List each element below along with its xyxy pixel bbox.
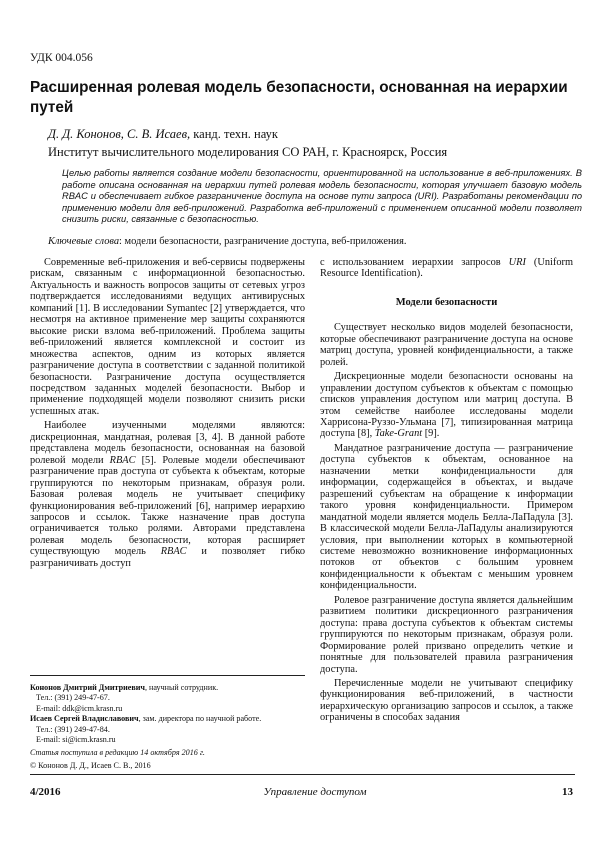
authors-line <box>48 125 278 143</box>
page-number: 13 <box>562 786 573 798</box>
institution: Институт вычислительного моделирования СО РАН, г. Красноярск, Россия <box>48 145 448 159</box>
footer-divider <box>30 774 575 775</box>
term-rbac: RBAC <box>109 454 136 466</box>
paragraph-continued <box>320 257 573 280</box>
copyright: © Кононов Д. Д., Исаев С. В., 2016 <box>30 760 151 770</box>
author1-phone: Тел.: (391) 249-47-67. <box>36 693 110 703</box>
paragraph <box>30 420 305 569</box>
author2-name: Исаев Сергей Владиславович <box>30 714 139 724</box>
paragraph <box>320 371 573 440</box>
paragraph: Существует несколько видов моделей безопасности, которые обеспечивают разграничение доступа на основе матриц доступа, уровней конфиденциальности, а также ролей. <box>320 322 573 368</box>
paragraph: Ролевое разграничение доступа является дальнейшим развитием политики дискреционного разграничения доступа: права доступа субъектов к объектам системы группируются по некоторым признакам, образуя роли. Формирование ролей призвано определить четкие и понятные для пользователей правила разграничения доступа. <box>320 594 573 675</box>
text-run: (Uniform Resource Identification). <box>320 257 574 280</box>
paragraph: Перечисленные модели не учитывают специфику функционирования веб-приложений, в частности иерархическую организацию запросов и ссылок, а также ограничены в способах задания <box>320 677 573 724</box>
text-run: с использованием иерархии запросов <box>320 257 509 268</box>
received-date: Статья поступила в редакцию 14 октября 2016 г. <box>30 748 205 758</box>
text-run: [5]. Ролевые модели обеспечивают разграничение прав доступа от субъекта к объектам, которые группируются по некоторым признакам, образуя роли. Базовая ролевая модель не учитывает специфику функционирования веб-приложений [6], например иерархию запросов и ссылок. Также назначение прав доступа ограничивается только ролями. Авторами представлена ролевая модель безопасности, которая расширяет существующую модель <box>30 454 305 558</box>
author2-role: , зам. директора по научной работе. <box>138 714 262 724</box>
author-names: Д. Д. Кононов, С. В. Исаев, <box>48 127 191 141</box>
keywords-label: Ключевые слова <box>48 236 120 247</box>
author-footnote <box>30 683 275 771</box>
article-title: Расширенная ролевая модель безопасности, основанная на иерархии путей <box>30 79 568 116</box>
author1-email[interactable]: E-mail: ddk@icm.krasn.ru <box>36 703 123 713</box>
text-run: Дискреционные модели безопасности основаны на управлении доступом субъектов к объектам с помощью списков управления доступом или матриц доступа. В этом семействе наиболее исследованы модели Харрисона-Руззо-Ульмана [7], типизированная матрица доступа [8], <box>320 371 573 440</box>
author2-line <box>30 714 275 724</box>
author1-role: , научный сотрудник. <box>144 683 219 692</box>
footnote-divider <box>30 675 305 676</box>
udc-code: УДК 004.056 <box>30 52 93 64</box>
author1-line <box>30 683 275 693</box>
section-heading: Модели безопасности <box>395 296 498 308</box>
journal-section: Управление доступом <box>263 786 367 798</box>
author1-name: Кононов Дмитрий Дмитриевич <box>30 683 145 692</box>
keywords <box>48 236 406 247</box>
paragraph: Мандатное разграничение доступа — разграничение доступа субъектов к объектам, основанное на назначении метки конфиденциальности для информации, содержащейся в объектах, и выдаче разрешений субъектам на обращение к информации такого уровня конфиденциальности. Примером мандатной модели является модель Белла-ЛаПадула [3]. В классической модели Белла-ЛаПадулы анализируются условия, при выполнении которых в компьютерной системе невозможно возникновение информационных потоков от объектов с большим уровнем конфиденциальности к объектам с меньшим уровнем конфиденциальности. <box>320 442 573 592</box>
text-run: и позволяет гибко разграничивать доступ <box>30 546 305 569</box>
issue-number: 4/2016 <box>30 786 61 798</box>
abstract: Целью работы является создание модели безопасности, ориентированной на использование в веб-приложениях. В работе описана основанная на иерархии путей ролевая модель безопасности, которая улучшает базовую модель RBAC и обеспечивает гибкое разграничение доступа на основе пути запроса (URI). Разработаны рекомендации по применению модели для веб-приложений. Разработка веб-приложений с применением описанной модели позволяет снизить риски, связанные с безопасностью. <box>62 168 582 225</box>
body-right-column <box>320 257 573 724</box>
term-take-grant: Take-Grant <box>374 428 423 440</box>
text-run: [9]. <box>422 428 440 440</box>
body-left-column <box>30 257 305 569</box>
author2-email[interactable]: E-mail: si@icm.krasn.ru <box>36 735 116 745</box>
term-uri: URI <box>508 257 526 268</box>
keywords-text: : модели безопасности, разграничение доступа, веб-приложения. <box>119 236 407 247</box>
paragraph: Современные веб-приложения и веб-сервисы подвержены рискам, связанным с информационной безопасностью. Актуальность и важность вопросов защиты от сетевых угроз подтверждается исследованиями ведущих антивирусных компаний [1]. В исследовании Symantec [2] утверждается, что несмотря на активное применение мер защиты сохраняются высокие риски взлома веб-приложений. Проблема защиты веб-приложений является комплексной и состоит из множества аспектов, одним из которых является разграничение доступа в соответствии с заданной политикой безопасности. Разграничение доступа осуществляется посредством заданных моделей безопасности. Выбор и применение подходящей модели позволяют снизить риски успешных атак. <box>30 257 305 417</box>
term-rbac: RBAC <box>160 546 187 558</box>
author-degree: канд. техн. наук <box>193 127 278 141</box>
author2-phone: Тел.: (391) 249-47-84. <box>36 724 110 734</box>
text-run: Наиболее изученными моделями являются: дискреционная, мандатная, ролевая [3, 4]. В данной работе представлена модель безопасности, основанная на базовой ролевой модели <box>30 420 305 466</box>
